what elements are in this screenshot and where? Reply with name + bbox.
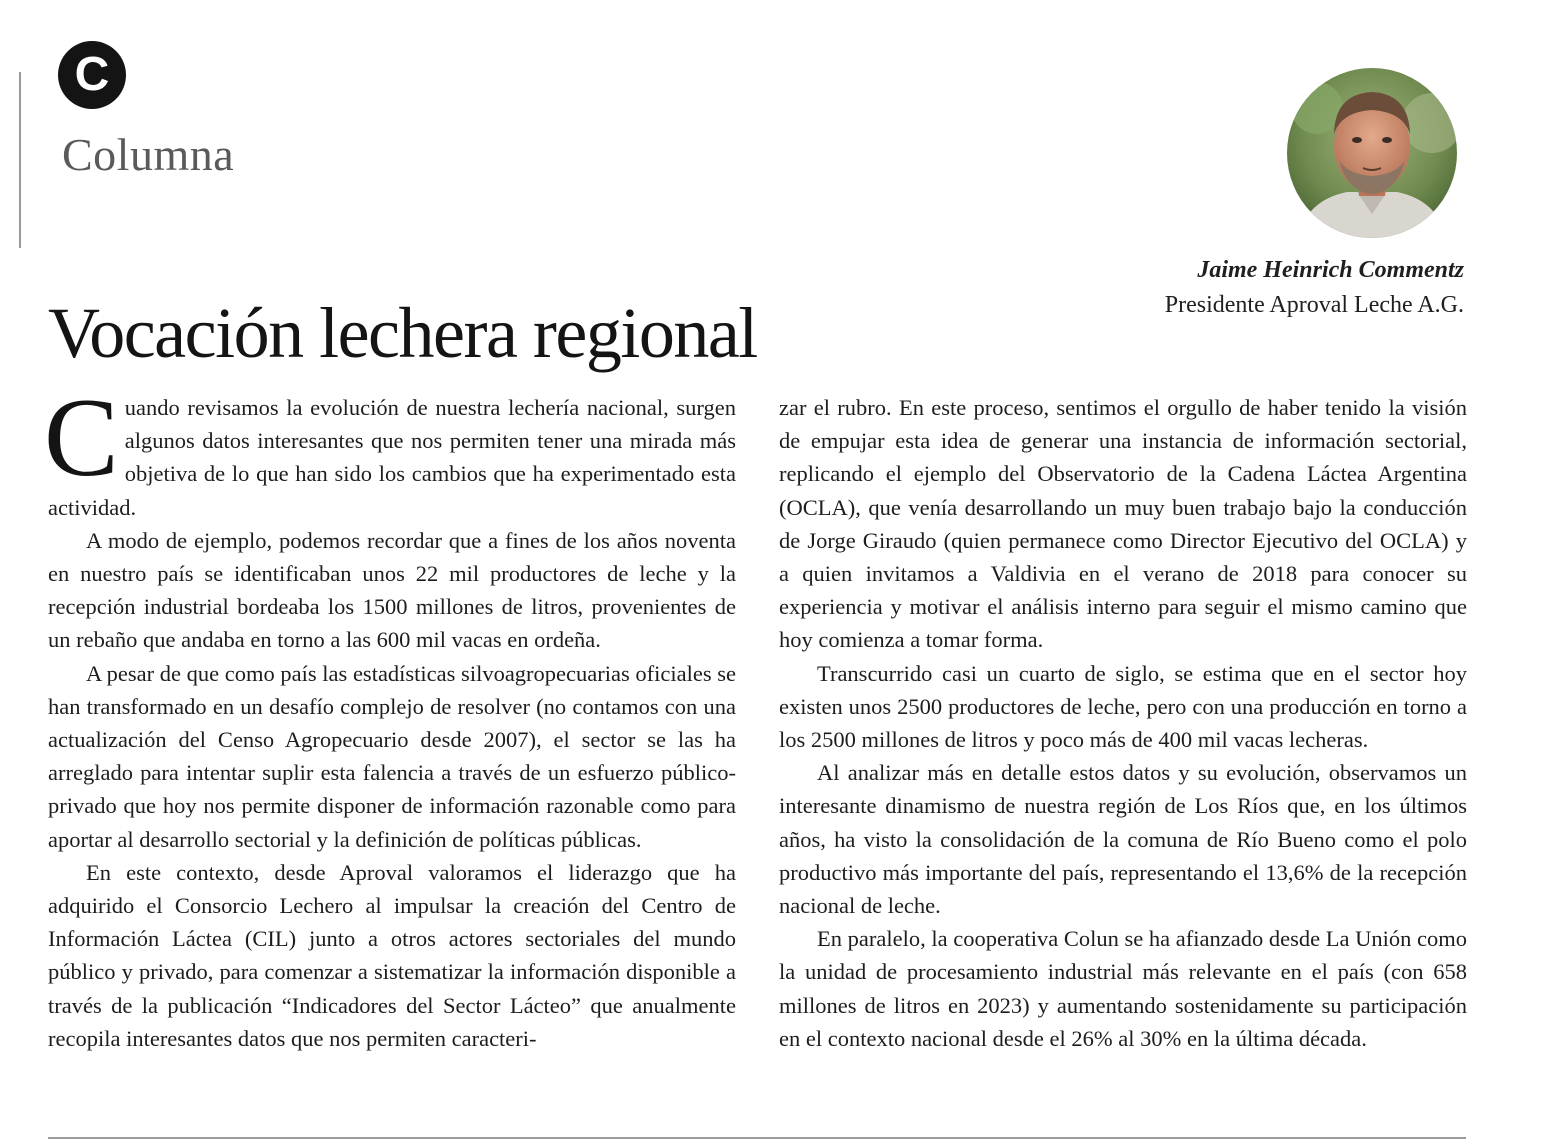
article-paragraph: A pesar de que como país las estadísticas silvoagropecuarias oficiales se han transformado en un desafío complejo de resolver (no contamos con una actualización del Censo Agropecuario desde 2007), el sector se las ha arreglado para intentar suplir esta falencia a través de un esfuerzo público-privado que hoy nos permite disponer de información razonable como para aportar al desarrollo sectorial y la definición de políticas públicas.	[48, 660, 736, 852]
article-paragraph: zar el rubro. En este proceso, sentimos el orgullo de haber tenido la visión de empujar esta idea de generar una instancia de información sectorial, replicando el ejemplo del Observatorio de la Cadena Láctea Argentina (OCLA), que venía desarrollando un muy buen trabajo bajo la conducción de Jorge Giraudo (quien permanece como Director Ejecutivo del OCLA) y a quien invitamos a Valdivia en el verano de 2018 para conocer su experiencia y motivar el análisis interno para seguir el mismo camino que hoy comienza a tomar forma.	[779, 395, 1467, 653]
article-column-left	[44, 376, 736, 1055]
section-divider	[19, 72, 21, 248]
article-column-right	[779, 391, 1467, 1055]
author-role: Presidente Aproval Leche A.G.	[1164, 292, 1464, 318]
author-portrait-icon	[1287, 68, 1457, 238]
article-paragraph	[44, 376, 736, 524]
article-paragraph: En paralelo, la cooperativa Colun se ha afianzado desde La Unión como la unidad de procesamiento industrial más relevante en el país (con 658 millones de litros en 2023) y aumentando sostenidamente su participación en el contexto nacional desde el 26% al 30% en la última década.	[779, 926, 1467, 1051]
article-paragraph: A modo de ejemplo, podemos recordar que a fines de los años noventa en nuestro país se identificaban unos 22 mil productores de leche y la recepción industrial bordeaba los 1500 millones de litros, provenientes de un rebaño que andaba en torno a las 600 mil vacas en ordeña.	[48, 527, 736, 653]
drop-cap: C	[44, 376, 119, 500]
paragraph-text: uando revisamos la evolución de nuestra lechería nacional, surgen algunos datos interesantes que nos permiten tener una mirada más objetiva de lo que han sido los cambios que ha experimentado esta actividad.	[48, 395, 736, 520]
section-label: Columna	[62, 129, 235, 180]
bottom-divider	[48, 1137, 1466, 1139]
article-paragraph: Transcurrido casi un cuarto de siglo, se estima que en el sector hoy existen unos 2500 productores de leche, pero con una producción en torno a los 2500 millones de litros y poco más de 400 mil vacas lecheras.	[779, 660, 1467, 753]
section-badge: C	[58, 41, 126, 109]
article-headline: Vocación lechera regional	[48, 293, 757, 373]
author-name: Jaime Heinrich Commentz	[1197, 257, 1464, 283]
article-paragraph: Al analizar más en detalle estos datos y su evolución, observamos un interesante dinamismo de nuestra región de Los Ríos que, en los últimos años, ha visto la consolidación de la comuna de Río Bueno como el polo productivo más importante del país, representando el 13,6% de la recepción nacional de leche.	[779, 760, 1467, 919]
article-paragraph: En este contexto, desde Aproval valoramos el liderazgo que ha adquirido el Consorcio Lechero al impulsar la creación del Centro de Información Láctea (CIL) junto a otros actores sectoriales del mundo público y privado, para comenzar a sistematizar la información disponible a través de la publicación “Indicadores del Sector Lácteo” que anualmente recopila interesantes datos que nos permiten caracteri-	[48, 859, 736, 1051]
